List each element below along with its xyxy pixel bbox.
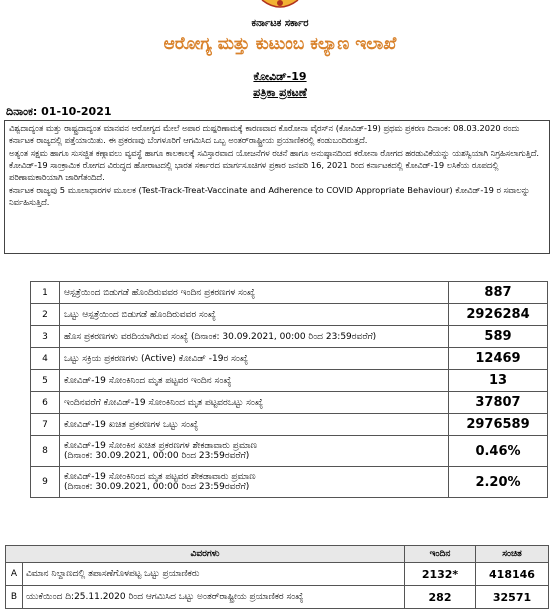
intro-paragraph: ವಿಶ್ವದಾದ್ಯಂತ ಮತ್ತು ರಾಷ್ಟ್ರದಾದ್ಯಂತ ಮಾನವನ ಆರೋಗ್ಯದ ಮೇಲೆ ಅಪಾರ ದುಷ್ಪರಿಣಾಮಕ್ಕೆ ಕಾರಣವಾದ ಕೊರೋನಾ ವೈರಸ್‌ನ (ಕೋವಿಡ್-19) ಪ್ರಥಮ ಪ್ರಕರಣ ದಿನಾಂಕ: 08.03.2020 ರಂದು ಕರ್ನಾಟಕ ರಾಜ್ಯದಲ್ಲಿ ಪತ್ತೆಯಾಯಿತು. ಈ ಪ್ರಕರಣವು ಬೆಂಗಳೂರಿಗೆ ಆಗಮಿಸಿದ ಒಬ್ಬ ಅಂತರ್‌ರಾಷ್ಟ್ರೀಯ ಪ್ರಯಾಣಿಕರಲ್ಲಿ ಕಂಡುಬಂದಿರುತ್ತದೆ. (9, 123, 520, 145)
release-date: ದಿನಾಂಕ: 01-10-2021 (6, 105, 112, 118)
stat-label: ಹೊಸ ಪ್ರಕರಣಗಳು ವರದಿಯಾಗಿರುವ ಸಂಖ್ಯೆ (ದಿನಾಂಕ: 30.09.2021, 00:00 ರಿಂದ 23:59ರವರೆಗೆ) (60, 326, 449, 348)
stat-value: 0.46% (449, 436, 548, 467)
travel-label: ವಿಮಾನ ನಿಲ್ದಾಣದಲ್ಲಿ ತಪಾಸಣೆಗೊಳಪಟ್ಟ ಒಟ್ಟು ಪ್ರಯಾಣಿಕರು (23, 563, 405, 586)
table-row: A ವಿಮಾನ ನಿಲ್ದಾಣದಲ್ಲಿ ತಪಾಸಣೆಗೊಳಪಟ್ಟ ಒಟ್ಟು ಪ್ರಯಾಣಿಕರು 2132* 418146 (6, 563, 549, 586)
intro-paragraph: ಕರ್ನಾಟಕ ರಾಜ್ಯವು 5 ಮೂಲಾಧಾರಗಳ ಮೂಲಕ (Test-Track-Treat-Vaccinate and Adherence to COVID Appropriate Behaviour) ಕೋವಿಡ್-19 ರ ಸವಾಲನ್ನು ನಿರ್ವಹಿಸುತ್ತಿದೆ. (9, 184, 530, 207)
table-row: 1 ಆಸ್ಪತ್ರೆಯಿಂದ ಬಿಡುಗಡೆ ಹೊಂದಿರುವವರ ಇಂದಿನ ಪ್ರಕರಣಗಳ ಸಂಖ್ಯೆ 887 (31, 282, 548, 304)
intro-box (4, 120, 550, 254)
stat-label: ಆಸ್ಪತ್ರೆಯಿಂದ ಬಿಡುಗಡೆ ಹೊಂದಿರುವವರ ಇಂದಿನ ಪ್ರಕರಣಗಳ ಸಂಖ್ಯೆ (60, 282, 449, 304)
stat-label: ಕೋವಿಡ್-19 ಸೋಂಕಿನಿಂದ ಮೃತ ಪಟ್ಟವರ ಶೇಕಡಾವಾರು ಪ್ರಮಾಣ (64, 472, 256, 482)
department-title: ಆರೋಗ್ಯ ಮತ್ತು ಕುಟುಂಬ ಕಲ್ಯಾಣ ಇಲಾಖೆ (163, 34, 397, 54)
cumulative-value: 32571 (476, 586, 549, 609)
stat-label-date: (ದಿನಾಂಕ: 30.09.2021, 00:00 ರಿಂದ 23:59ರವರೆಗೆ) (64, 451, 250, 461)
stat-label: ಕೋವಿಡ್-19 ಖಚಿತ ಪ್ರಕರಣಗಳ ಒಟ್ಟು ಸಂಖ್ಯೆ (60, 414, 449, 436)
table-row: 4 ಒಟ್ಟು ಸಕ್ರಿಯ ಪ್ರಕರಣಗಳು (Active) ಕೋವಿಡ್ -19ರ ಸಂಖ್ಯೆ 12469 (31, 348, 548, 370)
stat-value: 2926284 (449, 304, 548, 326)
covid-subtitle: ಕೋವಿಡ್-19 (253, 70, 307, 83)
table-row: 5 ಕೋವಿಡ್-19 ಸೋಂಕಿನಿಂದ ಮೃತ ಪಟ್ಟವರ ಇಂದಿನ ಸಂಖ್ಯೆ 13 (31, 370, 548, 392)
stat-value: 589 (449, 326, 548, 348)
column-header: ಸಂಚಿತ (476, 546, 549, 563)
cumulative-value: 418146 (476, 563, 549, 586)
table-row: B ಯುಕೆಯಿಂದ ದಿ:25.11.2020 ರಿಂದ ಆಗಮಿಸಿದ ಒಟ್ಟು ಅಂತರ್‌ರಾಷ್ಟ್ರೀಯ ಪ್ರಯಾಣಿಕರ ಸಂಖ್ಯೆ 282 32571 (6, 586, 549, 609)
stat-value: 13 (449, 370, 548, 392)
stat-label-date: (ದಿನಾಂಕ: 30.09.2021, 00:00 ರಿಂದ 23:59ರವರೆಗೆ) (64, 482, 250, 492)
stat-value: 12469 (449, 348, 548, 370)
table-row: 8 ಕೋವಿಡ್-19 ಸೋಂಕಿನ ಖಚಿತ ಪ್ರಕರಣಗಳ ಶೇಕಡಾವಾರು ಪ್ರಮಾಣ (ದಿನಾಂಕ: 30.09.2021, 00:00 ರಿಂದ 23:59ರವರೆಗೆ) 0.46% (31, 436, 548, 467)
column-header: ಇಂದಿನ (405, 546, 476, 563)
table-row: 9 ಕೋವಿಡ್-19 ಸೋಂಕಿನಿಂದ ಮೃತ ಪಟ್ಟವರ ಶೇಕಡಾವಾರು ಪ್ರಮಾಣ (ದಿನಾಂಕ: 30.09.2021, 00:00 ರಿಂದ 23:59ರವರೆಗೆ) 2.20% (31, 467, 548, 498)
intro-paragraph: ಕೋವಿಡ್-19 ಸಾಂಕ್ರಾಮಿಕ ರೋಗದ ವಿರುದ್ಧದ ಹೋರಾಟದಲ್ಲಿ ಭಾರತ ಸರ್ಕಾರದ ಮಾರ್ಗಸೂಚಿಗಳ ಪ್ರಕಾರ ಜನವರಿ 16, 2021 ರಿಂದ ಕರ್ನಾಟಕದಲ್ಲಿ ಕೋವಿಡ್-19 ಲಸಿಕೆಯ ರೂಪದಲ್ಲಿ ಪರಿಣಾಮಕಾರಿಯಾಗಿ ಜಾರಿಗೆತಂದಿದೆ. (9, 160, 499, 183)
covid-stats-table (30, 281, 548, 498)
stat-value: 887 (449, 282, 548, 304)
stat-label: ಕೋವಿಡ್-19 ಸೋಂಕಿನಿಂದ ಮೃತ ಪಟ್ಟವರ ಇಂದಿನ ಸಂಖ್ಯೆ (60, 370, 449, 392)
table-header-row (6, 546, 549, 563)
press-release-label: ಪತ್ರಿಕಾ ಪ್ರಕಟಣೆ (253, 86, 307, 99)
stat-label: ಕೋವಿಡ್-19 ಸೋಂಕಿನ ಖಚಿತ ಪ್ರಕರಣಗಳ ಶೇಕಡಾವಾರು ಪ್ರಮಾಣ (64, 441, 258, 451)
stat-value: 37807 (449, 392, 548, 414)
stat-label: ಒಟ್ಟು ಆಸ್ಪತ್ರೆಯಿಂದ ಬಿಡುಗಡೆ ಹೊಂದಿರುವವರ ಸಂಖ್ಯೆ (60, 304, 449, 326)
today-value: 282 (405, 586, 476, 609)
table-row: 3 ಹೊಸ ಪ್ರಕರಣಗಳು ವರದಿಯಾಗಿರುವ ಸಂಖ್ಯೆ (ದಿನಾಂಕ: 30.09.2021, 00:00 ರಿಂದ 23:59ರವರೆಗೆ) 589 (31, 326, 548, 348)
travel-table (5, 545, 549, 609)
today-value: 2132* (405, 563, 476, 586)
stat-value: 2976589 (449, 414, 548, 436)
table-row: 7 ಕೋವಿಡ್-19 ಖಚಿತ ಪ್ರಕರಣಗಳ ಒಟ್ಟು ಸಂಖ್ಯೆ 2976589 (31, 414, 548, 436)
travel-label: ಯುಕೆಯಿಂದ ದಿ:25.11.2020 ರಿಂದ ಆಗಮಿಸಿದ ಒಟ್ಟು ಅಂತರ್‌ರಾಷ್ಟ್ರೀಯ ಪ್ರಯಾಣಿಕರ ಸಂಖ್ಯೆ (23, 586, 405, 609)
table-row: 6 ಇಂದಿನವರೆಗೆ ಕೋವಿಡ್-19 ಸೋಂಕಿನಿಂದ ಮೃತ ಪಟ್ಟವರಒಟ್ಟು ಸಂಖ್ಯೆ 37807 (31, 392, 548, 414)
stat-label: ಒಟ್ಟು ಸಕ್ರಿಯ ಪ್ರಕರಣಗಳು (Active) ಕೋವಿಡ್ -19ರ ಸಂಖ್ಯೆ (60, 348, 449, 370)
stat-value: 2.20% (449, 467, 548, 498)
stat-label: ಇಂದಿನವರೆಗೆ ಕೋವಿಡ್-19 ಸೋಂಕಿನಿಂದ ಮೃತ ಪಟ್ಟವರಒಟ್ಟು ಸಂಖ್ಯೆ (60, 392, 449, 414)
government-name: ಕರ್ನಾಟಕ ಸರ್ಕಾರ (251, 18, 309, 29)
column-header: ವಿವರಗಳು (6, 546, 405, 563)
state-emblem-icon (260, 0, 300, 10)
table-row: 2 ಒಟ್ಟು ಆಸ್ಪತ್ರೆಯಿಂದ ಬಿಡುಗಡೆ ಹೊಂದಿರುವವರ ಸಂಖ್ಯೆ 2926284 (31, 304, 548, 326)
intro-paragraph: ಅತ್ಯಂತ ಸಕ್ಷಮ ಹಾಗೂ ಸುಸಜ್ಜಿತ ಕಣ್ಗಾವಲು ವ್ಯವಸ್ಥೆ ಹಾಗೂ ಕಾಲಕಾಲಕ್ಕೆ ಸವಿಸ್ತಾರವಾದ ಯೋಜನೆಗಳ ರಚನೆ ಹಾಗೂ ಅನುಷ್ಠಾನದಿಂದ ಕರೋನಾ ರೋಗದ ಹರಡುವಿಕೆಯನ್ನು ಯಶಸ್ವಿಯಾಗಿ ನಿಗ್ರಹಿಸಲಾಗುತ್ತಿದೆ. (9, 147, 540, 158)
